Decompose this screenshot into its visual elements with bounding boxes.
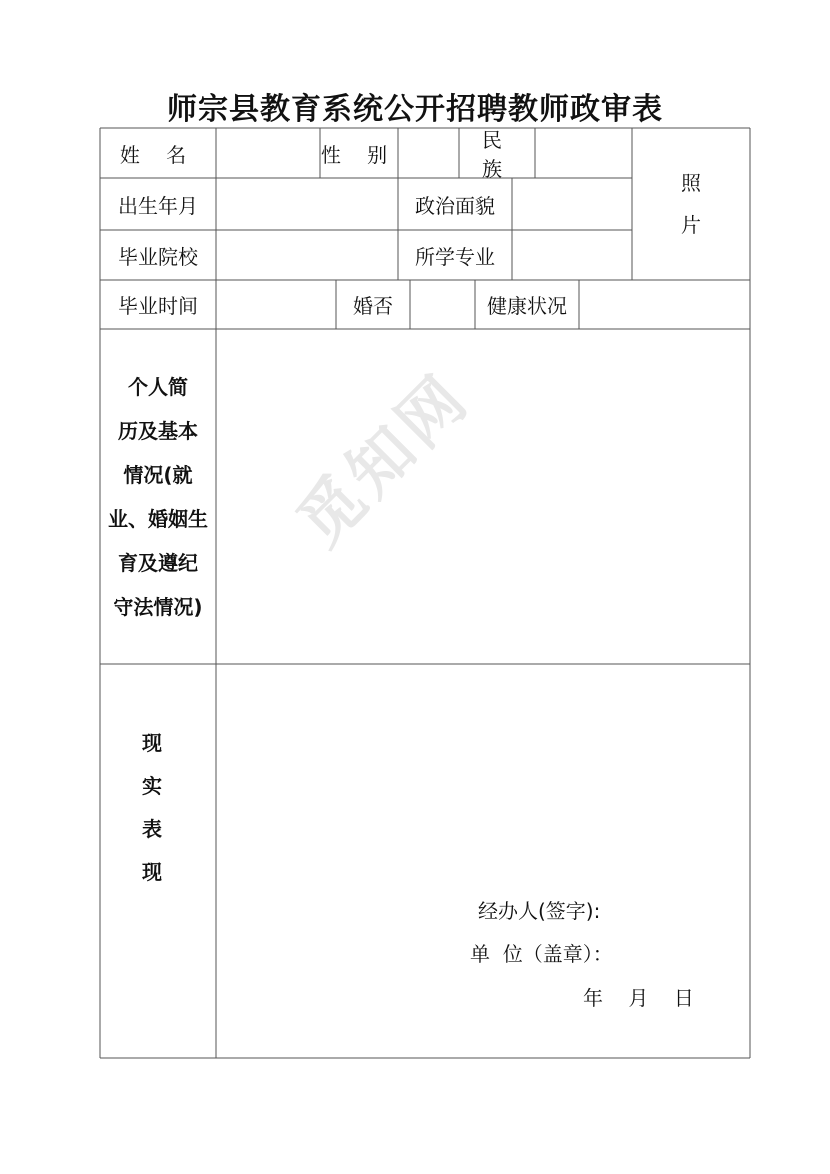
marital-field[interactable] (410, 280, 475, 329)
name-field[interactable] (216, 128, 320, 178)
health-label: 健康状况 (487, 294, 567, 318)
resume-label-line: 育及遵纪 (118, 550, 198, 575)
handler-signature-label: 经办人(签字): (478, 899, 601, 923)
school-label: 毕业院校 (118, 244, 198, 269)
performance-label-char: 实 (142, 774, 162, 798)
resume-label-line: 历及基本 (118, 418, 198, 443)
gender-field[interactable] (398, 128, 459, 178)
ethnicity-field[interactable] (535, 128, 632, 178)
performance-label (100, 708, 204, 908)
performance-label-char: 现 (142, 731, 162, 755)
resume-label (100, 329, 216, 664)
watermark: 觅知网 (283, 359, 485, 561)
resume-label-line: 守法情况) (113, 594, 203, 619)
grad-time-label: 毕业时间 (118, 294, 198, 318)
date-line: 年 月 日 (583, 986, 694, 1010)
marital-label: 婚否 (353, 294, 393, 318)
major-field[interactable] (512, 230, 632, 280)
school-field[interactable] (216, 230, 398, 280)
resume-label-line: 业、婚姻生 (108, 506, 208, 531)
document-title: 师宗县教育系统公开招聘教师政审表 (167, 92, 663, 127)
gender-label: 性 别 (320, 142, 398, 167)
photo-label-char-2: 片 (681, 213, 701, 237)
health-field[interactable] (579, 280, 750, 329)
resume-label-line: 情况(就 (123, 462, 193, 487)
photo-box[interactable] (632, 128, 750, 280)
birth-field[interactable] (216, 178, 398, 230)
major-label: 所学专业 (415, 244, 495, 269)
grad-time-field[interactable] (216, 280, 336, 329)
political-field[interactable] (512, 178, 632, 230)
performance-label-char: 表 (142, 817, 162, 841)
name-label: 姓 名 (119, 142, 197, 167)
birth-label: 出生年月 (118, 193, 198, 218)
political-label: 政治面貌 (415, 193, 495, 218)
photo-label-char-1: 照 (681, 171, 701, 195)
unit-seal-label: 单 位（盖章）： (470, 942, 613, 966)
ethnicity-label: 民 族 (482, 128, 512, 181)
performance-label-char: 现 (142, 860, 162, 884)
resume-label-line: 个人简 (128, 374, 188, 399)
